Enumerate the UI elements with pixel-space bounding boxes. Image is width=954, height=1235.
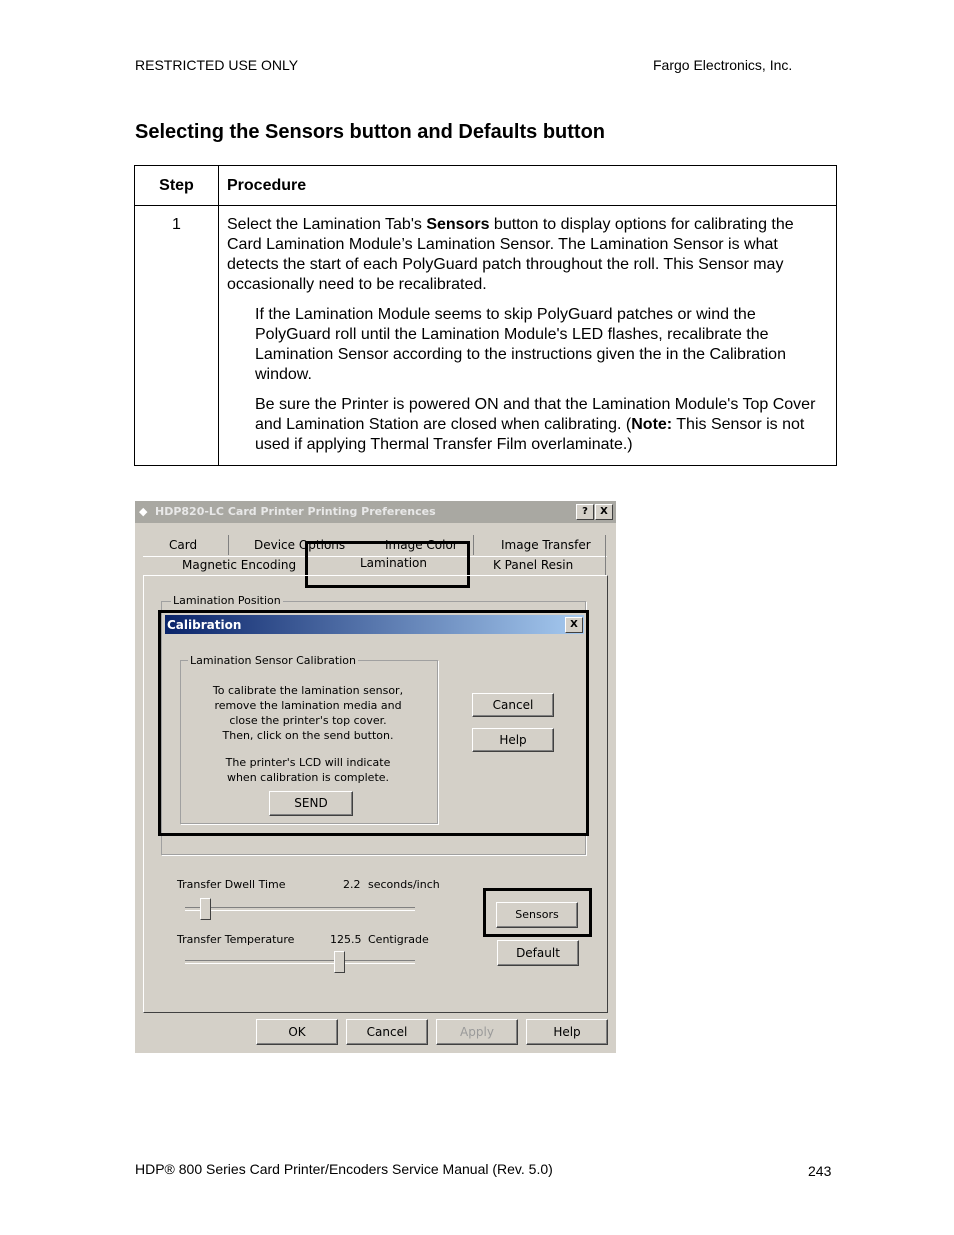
send-button[interactable]: SEND <box>269 791 353 816</box>
help-button[interactable]: Help <box>526 1019 608 1045</box>
text: Select the Lamination Tab's <box>227 216 427 233</box>
sensor-calibration-label: Lamination Sensor Calibration <box>190 654 356 667</box>
calibration-highlight <box>158 610 589 836</box>
apply-button[interactable]: Apply <box>436 1019 518 1045</box>
instruction-line: To calibrate the lamination sensor, <box>212 684 404 697</box>
col-procedure: Procedure <box>219 166 837 206</box>
text: This Sensor is not used if applying Thermal Transfer Film overlaminate.) <box>255 416 805 453</box>
printer-icon: ◆ <box>139 505 148 518</box>
cancel-button[interactable]: Cancel <box>346 1019 428 1045</box>
calibration-cancel-button[interactable]: Cancel <box>472 693 554 717</box>
procedure-paragraph-2: If the Lamination Module seems to skip PolyGuard patches or wind the PolyGuard roll until the Lamination Module's LED flashes, recalibrate the Lamination Sensor according to the instructions given the in the Calibration window. <box>255 306 786 383</box>
dwell-time-label: Transfer Dwell Time <box>177 878 286 891</box>
step-number: 1 <box>135 206 219 466</box>
procedure-text <box>219 206 837 466</box>
tab-separator <box>605 535 606 575</box>
ok-button[interactable]: OK <box>256 1019 338 1045</box>
text: Be sure the Printer is powered ON and that the Lamination Module's Top Cover and Lamination Station are closed when calibrating. ( <box>255 396 816 433</box>
default-button[interactable]: Default <box>497 940 579 966</box>
temperature-value: 125.5 <box>330 933 362 946</box>
col-step: Step <box>135 166 219 206</box>
page-number: 243 <box>808 1163 832 1179</box>
dwell-time-slider[interactable] <box>200 898 211 920</box>
bold-text: Sensors <box>426 216 490 233</box>
header-left: RESTRICTED USE ONLY <box>135 57 299 73</box>
bold-text: Note: <box>631 416 673 433</box>
temperature-track <box>185 960 415 964</box>
calibration-title: Calibration <box>167 618 242 632</box>
calibration-help-button[interactable]: Help <box>472 728 554 752</box>
dwell-time-track <box>185 907 415 911</box>
header-right: Fargo Electronics, Inc. <box>653 57 793 73</box>
lamination-position-label: Lamination Position <box>173 594 281 607</box>
procedure-table <box>134 165 837 466</box>
temperature-unit: Centigrade <box>368 933 429 946</box>
tab-separator <box>228 535 229 555</box>
printing-preferences-screenshot <box>135 501 616 1053</box>
tab-lamination[interactable]: Lamination <box>360 556 428 570</box>
text: button to display options for calibrating the Card Lamination Module’s Lamination Sensor. The Lamination Sensor is what detects the start of each PolyGuard patch throughout the roll. This Sensor may occasionally need to be recalibrated. <box>227 216 794 293</box>
tab-k-panel-resin[interactable]: K Panel Resin <box>493 558 574 572</box>
footer-left: HDP® 800 Series Card Printer/Encoders Service Manual (Rev. 5.0) <box>135 1161 553 1177</box>
tab-separator <box>473 535 474 555</box>
dwell-time-unit: seconds/inch <box>368 878 440 891</box>
note-line: when calibration is complete. <box>226 771 390 784</box>
table-row <box>135 206 837 466</box>
tab-image-transfer[interactable]: Image Transfer <box>501 538 591 552</box>
help-title-button[interactable]: ? <box>576 504 594 520</box>
note-line: The printer's LCD will indicate <box>225 756 391 769</box>
sensors-highlight <box>483 888 592 937</box>
temperature-label: Transfer Temperature <box>177 933 295 946</box>
instruction-line: Then, click on the send button. <box>222 729 394 742</box>
instruction-line: close the printer's top cover. <box>229 714 387 727</box>
section-title: Selecting the Sensors button and Defaults button <box>135 121 606 143</box>
procedure-paragraph-1 <box>227 215 828 295</box>
calibration-close-button[interactable]: X <box>565 617 583 633</box>
dwell-time-value: 2.2 <box>343 878 361 891</box>
temperature-slider[interactable] <box>334 951 345 973</box>
tab-card[interactable]: Card <box>169 538 198 552</box>
tab-device-options[interactable]: Device Options <box>254 538 346 552</box>
table-header-row <box>135 166 837 206</box>
sensors-button[interactable]: Sensors <box>496 902 578 928</box>
procedure-paragraph-3 <box>255 395 828 455</box>
tab-image-color[interactable]: Image Color <box>385 538 458 552</box>
dialog-title-bar <box>135 501 616 523</box>
instruction-line: remove the lamination media and <box>214 699 402 712</box>
tab-magnetic-encoding[interactable]: Magnetic Encoding <box>182 558 297 572</box>
close-title-button[interactable]: X <box>595 504 613 520</box>
dialog-title: HDP820-LC Card Printer Printing Preferences <box>155 505 436 518</box>
